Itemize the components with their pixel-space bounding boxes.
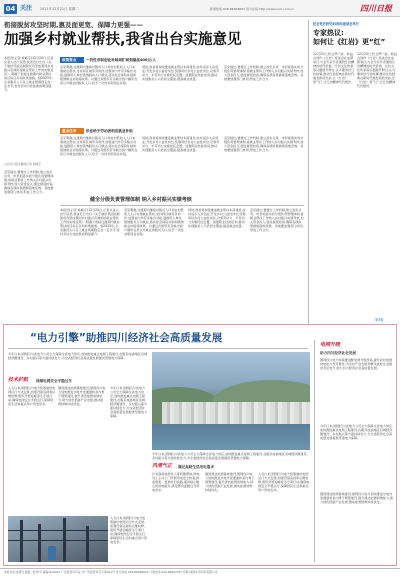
feature-headline: “电力引擎”助推四川经济社会高质量发展 bbox=[30, 332, 223, 344]
subhead-rule bbox=[60, 205, 304, 206]
feature-intro: 今年以来,国网四川省电力公司全力保障全省电力供应,加快推进重点电网工程建设,在服务成渝地区双城经济圈建设、乡村振兴等方面持续发力,为全省经济社会高质量发展提供坚强电力保障。 bbox=[8, 352, 148, 360]
feature-sec3-title: 满足高龄生活用电需求 bbox=[178, 465, 214, 469]
feature-photo-city bbox=[152, 352, 310, 450]
feature-col-7: 入冬以来,国网四川电力统筹做好电网运行方式安排,加强设备巡视和运维检修,组织开展迎峰度冬专项行动,确保电网安全平稳运行,保障居民生活和重点用户用电需求。 bbox=[110, 516, 148, 544]
lead-col-4: 意见提出,要健全工作机制,建立省负总责、市县抓落实的分级负责管理体制,将就业帮扶工作纳入乡村振兴实绩考核,加大资金投入,强化督促检查,确保各项政策措施落地见效。各地要加强部门协同,形成工作合力。 bbox=[224, 65, 304, 81]
feature-sec3-tag: 风清气正 bbox=[152, 463, 173, 469]
section-label: 关注 bbox=[20, 5, 33, 12]
sidebar-body-2: 12月20日,纪念罗广斌、杨益言创作《红岩》座谈会在成都举行,与会专家学者围绕红岩精神的时代价值、红色文化传承等议题展开研讨,认为要讲好红岩故事,推动红色经典在新时代焕发新的光彩,让《红岩》更“红”,让红岩精神代代相传。 bbox=[357, 52, 397, 88]
feature-col-5: 入冬以来,国网四川电力统筹做好电网运行方式安排,加强设备巡视和运维检修,组织开展迎峰度冬专项行动,确保电网安全平稳运行,保障居民生活和重点用户用电需求。 bbox=[258, 472, 310, 492]
sidebar-divider bbox=[308, 20, 309, 325]
feature-photo-substation bbox=[8, 516, 108, 562]
page-header bbox=[0, 0, 400, 17]
lead-col-2: 意见明确,过渡期内继续对脱贫人口和农村低收入人口实施就业帮扶,支持跨区域劳务协作,加强省内外劳务输出对接,鼓励用人单位吸纳脱贫人口就业,落实社会保险补贴和吸纳就业补贴等政策。对通过有组织劳务输出到户籍所在县以外就业的脱贫人口,给予一次性求职创业补贴。 bbox=[60, 65, 138, 85]
lead-byline: □四川日报全媒体记者 杨峰宇 bbox=[4, 162, 42, 166]
lead-col-3: 同时,我省将持续推进就业帮扶车间建设,扶持返乡入乡创业,开发乡村公益性岗位,统筹用好乡村公益性岗位,对弱劳动力、半劳动力实施托底安置。加强职业技能培训,推动实现脱贫人口培训全覆盖,提高就业质量。 bbox=[142, 65, 220, 81]
lead-subhead: 健全分级负责管理体制 纳入乡村振兴实绩考核 bbox=[90, 197, 192, 203]
feature-right-body-1: 国网四川电力持续推进配电网升级改造,提升农村电网供电能力和可靠性,为乡村产业发展和群众美好生活提供充足电力,助力四川经济社会高质量发展。 bbox=[320, 358, 393, 370]
feature-right-tag: 电网升级 bbox=[320, 342, 341, 348]
feature-col-1: 入冬以来,国网四川电力统筹做好电网运行方式安排,加强设备巡视和运维检修,组织开展迎峰度冬专项行动,确保电网安全平稳运行,保障居民生活和重点用户用电需求。 bbox=[8, 386, 56, 406]
lead-col-7: 意见提出,要健全工作机制,建立省负总责、市县抓落实的分级负责管理体制,将就业帮扶工作纳入乡村振兴实绩考核,加大资金投入,强化督促检查,确保各项政策措施落地见效。各地要加强部门协同,形成工作合力。 bbox=[224, 136, 304, 152]
lead-col-8: 意见提出,要健全工作机制,建立省负总责、市县抓落实的分级负责管理体制,将就业帮扶工作纳入乡村振兴实绩考核,加大资金投入,强化督促检查,确保各项政策措施落地见效。各地要加强部门协同,形成工作合力。 bbox=[4, 170, 54, 194]
banner-2: 依法给予劳动者相应就业补贴 bbox=[86, 129, 133, 133]
feature-sec1-label bbox=[8, 377, 28, 384]
lead-col-11: 同时,我省将持续推进就业帮扶车间建设,扶持返乡入乡创业,开发乡村公益性岗位,统筹用好乡村公益性岗位,对弱劳动力、半劳动力实施托底安置。加强职业技能培训,推动实现脱贫人口培训全覆盖,提高就业质量。 bbox=[188, 208, 246, 228]
contact-line: 新闻热线:028-86968652 四川在线:http://www.scol.com.cn bbox=[210, 7, 295, 11]
lead-col-10: 意见明确,过渡期内继续对脱贫人口和农村低收入人口实施就业帮扶,支持跨区域劳务协作,加强省内外劳务输出对接,鼓励用人单位吸纳脱贫人口就业,落实社会保险补贴和吸纳就业补贴等政策。对通过有组织劳务输出到户籍所在县以外就业的脱贫人口,给予一次性求职创业补贴。 bbox=[124, 208, 184, 236]
lead-intro: 本报讯(记者 杨峰宇)12月20日,记者从省人社厅获悉,我省近日出台《关于做好巩固拓展脱贫攻坚成果同乡村振兴有效衔接就业帮扶工作的实施意见》,明确了衔接过渡期内就业帮扶的目标任务和政策措施。到2025年,全省脱贫人口务工就业规模稳定在一定水平,农村劳动力技能素质明显提升。 bbox=[4, 56, 54, 92]
banner-2-tag: 重点任务 bbox=[60, 128, 84, 134]
sidebar-title-2: 如何让《红岩》更“红” bbox=[313, 38, 386, 46]
footer-text: 本报社址:成都红星路二段70号 邮编:610012 广告经营许可证:川广告经营许可字第001号 发行热线:028-86968652 订阅热线:028-86963333 印刷:成都中迅印务有限公司 bbox=[4, 570, 218, 574]
feature-col-2: 围绕清洁能源基地建设,国网四川电力加快推进水电外送通道和省内骨干网架建设,提升清洁能源消纳能力,助力绿色低碳产业发展,推动能源结构持续优化。 bbox=[58, 386, 106, 406]
sidebar-body-1: 12月20日,纪念罗广斌、杨益言创作《红岩》座谈会在成都举行,与会专家学者围绕红岩精神的时代价值、红色文化传承等议题展开研讨,认为要讲好红岩故事,推动红色经典在新时代焕发新的光彩,让《红岩》更“红”,让红岩精神代代相传。 bbox=[313, 52, 355, 84]
date-line: 2021年12月21日 星期二 bbox=[40, 7, 79, 11]
feature-col-3: 针对高龄独居老人等特殊群体,供电员工主动上门开展用电安全检查,排查隐患、更换老旧线路,提供贴心暖心的供电服务,满足群众温暖过冬用电需求。 bbox=[152, 472, 200, 492]
lead-col-6: 同时,我省将持续推进就业帮扶车间建设,扶持返乡入乡创业,开发乡村公益性岗位,统筹用好乡村公益性岗位,对弱劳动力、半劳动力实施托底安置。加强职业技能培训,推动实现脱贫人口培训全覆盖,提高就业质量。 bbox=[142, 136, 220, 152]
feature-sec1-tag: 技术护航 bbox=[8, 377, 29, 383]
lead-col-5: 意见明确,过渡期内继续对脱贫人口和农村低收入人口实施就业帮扶,支持跨区域劳务协作,加强省内外劳务输出对接,鼓励用人单位吸纳脱贫人口就业,落实社会保险补贴和吸纳就业补贴等政策。对通过有组织劳务输出到户籍所在县以外就业的脱贫人口,给予一次性求职创业补贴。 bbox=[60, 136, 138, 156]
banner-1-tag: 政策要点 bbox=[60, 57, 84, 63]
feature-photo-caption: 今年以来,国网四川省电力公司全力保障全省电力供应,加快推进重点电网工程建设,在服务成渝地区双城经济圈建设、乡村振兴等方面持续发力,为全省经济社会高质量发展提供坚强电力保障。 bbox=[152, 452, 310, 460]
lead-col-12: 意见提出,要健全工作机制,建立省负总责、市县抓落实的分级负责管理体制,将就业帮扶工作纳入乡村振兴实绩考核,加大资金投入,强化督促检查,确保各项政策措施落地见效。各地要加强部门协同,形成工作合力。 bbox=[250, 208, 304, 232]
feature-right-body-2: 今年以来,国网四川省电力公司全力保障全省电力供应,加快推进重点电网工程建设,在服务成渝地区双城经济圈建设、乡村振兴等方面持续发力,为全省经济社会高质量发展提供坚强电力保障。 bbox=[320, 424, 394, 440]
feature-right-body-3: 围绕清洁能源基地建设,国网四川电力加快推进水电外送通道和省内骨干网架建设,提升清洁能源消纳能力,助力绿色低碳产业发展,推动能源结构持续优化。 bbox=[320, 492, 394, 504]
feature-sec1-title: 保障电网安全平稳过冬 bbox=[36, 379, 72, 383]
sidebar-tag: 纪念党史研究50周年座谈会举行 bbox=[313, 22, 359, 26]
feature-right-divider bbox=[314, 340, 315, 562]
banner-1: 一次性求职创业补贴面扩面到最高400元/人 bbox=[86, 58, 156, 62]
lead-kicker: 衔接脱贫攻坚时期,惠及面更宽、保障力更强—— bbox=[4, 21, 143, 29]
feature-right-title: 助力四川经济社会发展 bbox=[320, 351, 356, 355]
footer-rule bbox=[0, 568, 400, 569]
feature-col-6: 今年以来,国网四川省电力公司全力保障全省电力供应,加快推进重点电网工程建设,在服务成渝地区双城经济圈建设、乡村振兴等方面持续发力,为全省经济社会高质量发展提供坚强电力保障。 bbox=[110, 386, 148, 418]
feature-rule bbox=[8, 348, 308, 349]
lead-headline: 加强乡村就业帮扶,我省出台实施意见 bbox=[4, 32, 242, 48]
masthead-logo: 四川日报 bbox=[360, 4, 392, 13]
page-number: 04 bbox=[5, 5, 16, 13]
feature-col-4: 围绕清洁能源基地建设,国网四川电力加快推进水电外送通道和省内骨干网架建设,提升清洁能源消纳能力,助力绿色低碳产业发展,推动能源结构持续优化。 bbox=[205, 472, 255, 492]
sidebar-title-1: 专家热议: bbox=[313, 29, 344, 37]
lead-col-9: 本报讯(记者 杨峰宇)12月20日,记者从省人社厅获悉,我省近日出台《关于做好巩固拓展脱贫攻坚成果同乡村振兴有效衔接就业帮扶工作的实施意见》,明确了衔接过渡期内就业帮扶的目标任务和政策措施。到2025年,全省脱贫人口务工就业规模稳定在一定水平,农村劳动力技能素质明显提升。 bbox=[60, 208, 120, 236]
page-jump[interactable]: 第3版 bbox=[375, 318, 384, 322]
